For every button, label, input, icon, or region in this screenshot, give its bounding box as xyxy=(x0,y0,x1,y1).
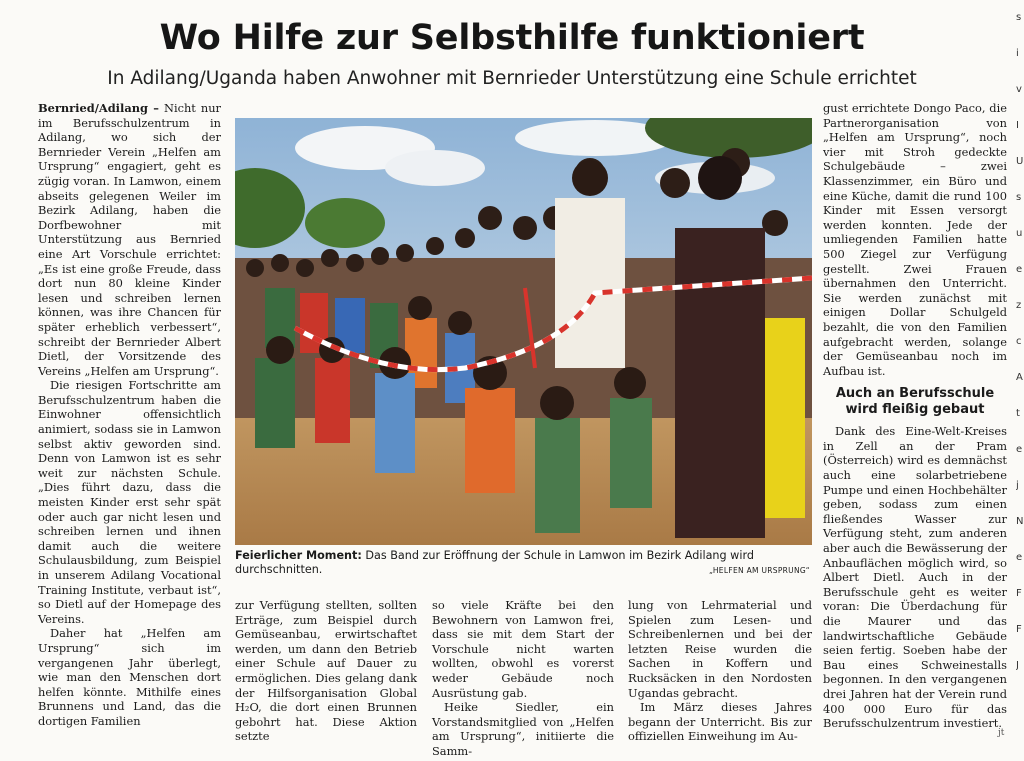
paragraph: Bernried/Adilang – Nicht nur im Berufsschulzentrum in Adilang, wo sich der Bernrieder Verein „Helfen am Ursprung“ engagiert, geht es zügig voran. In Lamwon, einem abseits gelegenen Weiler im Bezirk Adilang, haben die Dorfbewohner mit Unterstützung aus Bernried eine Art Vorschule errichtet: „Es ist eine große Freude, dass dort nun 80 kleine Kinder lesen und schreiben lernen können, was ihre Chancen für später erheblich verbessert“, schreibt der Bernrieder Albert Dietl, der Vorsitzende des Vereins „Helfen am Ursprung“. xyxy=(38,101,221,378)
paragraph: Daher hat „Helfen am Ursprung“ sich im vergangenen Jahr überlegt, wie man den Menschen dort helfen könnte. Mithilfe eines Brunnens und Land, das die dortigen Familien xyxy=(38,626,221,728)
dateline: Bernried/Adilang – xyxy=(38,101,159,115)
subheadline: In Adilang/Uganda haben Anwohner mit Bernrieder Unterstützung eine Schule errichtet xyxy=(107,68,917,89)
section-subtitle: Auch an Berufsschule wird fleißig gebaut xyxy=(835,386,995,418)
author-initials: jt xyxy=(998,728,1005,738)
paragraph: lung von Lehrmaterial und Spielen zum Lesen- und Schreibenlernen und bei der letzten Reise wurden die Sachen in Koffern und Rucksäcken in den Nordosten Ugandas gebracht. xyxy=(628,598,812,700)
article-column-4 xyxy=(628,598,812,744)
article-column-1 xyxy=(38,101,221,729)
paragraph: Im März dieses Jahres begann der Unterricht. Bis zur offiziellen Einweihung im Au- xyxy=(628,700,812,744)
caption-text: Das Band zur Eröffnung der Schule in Lamwon im Bezirk Adilang wird durchschnitten. xyxy=(235,549,754,576)
paragraph: so viele Kräfte bei den Bewohnern von Lamwon frei, dass sie mit dem Start der Vorschule nicht warten wollten, obwohl es vorerst weder Gebäude noch Ausrüstung gab. xyxy=(432,598,614,700)
article-column-2 xyxy=(235,598,417,744)
ribbon-cutting-photo xyxy=(235,118,812,545)
paragraph: Die riesigen Fortschritte am Berufsschulzentrum haben die Einwohner offensichtlich animiert, sodass sie in Lamwon selbst aktiv geworden sind. Denn von Lamwon ist es sehr weit zur nächsten Schule. „Dies führt dazu, dass die meisten Kinder erst sehr spät oder auch gar nicht lesen und schreiben lernen und ihnen damit auch die weitere Schulausbildung, zum Beispiel in unserem Adilang Vocational Training Institute, verbaut ist“, so Dietl auf der Homepage des Vereins. xyxy=(38,378,221,626)
paragraph: gust errichtete Dongo Paco, die Partnerorganisation von „Helfen am Ursprung“, noch vier mit Stroh gedeckte Schulgebäude – zwei Klassenzimmer, ein Büro und eine Küche, damit die rund 100 Kinder mit Essen versorgt werden konnten. Jede der umliegenden Familien hatte 500 Ziegel zur Verfügung gestellt. Zwei Frauen übernahmen den Unterricht. Sie werden zunächst mit einigen Dollar Schulgeld bezahlt, die von den Familien aufgebracht werden, solange der Gemüseanbau noch im Aufbau ist. xyxy=(823,101,1007,378)
paragraph: Dank des Eine-Welt-Kreises in Zell an der Pram (Österreich) wird es demnächst auch eine solarbetriebene Pumpe und einen Hochbehälter geben, sodass zum einen fließendes Wasser zur Verfügung steht, zum anderen aber auch die Bewässerung der Anbauflächen möglich wird, so Albert Dietl. Auch in der Berufsschule geht es weiter voran: Die Überdachung für die Maurer und das landwirtschaftliche Gebäude seien fertig. Soeben habe der Bau eines Schweinestalls begonnen. In den vergangenen drei Jahren hat der Verein rund 400 000 Euro für das Berufsschulzentrum investiert. xyxy=(823,424,1007,731)
photo-credit: „HELFEN AM URSPRUNG“ xyxy=(708,566,810,575)
article-photo xyxy=(235,118,812,545)
paragraph: zur Verfügung stellten, sollten Erträge, zum Beispiel durch Gemüseanbau, erwirtschaftet werden, um dann den Betrieb einer Schule auf Dauer zu ermöglichen. Dies gelang dank der Hilfsorganisation Global H₂O, die dort einen Brunnen gebohrt hat. Diese Aktion setzte xyxy=(235,598,417,744)
paragraph: Heike Siedler, ein Vorstandsmitglied von „Helfen am Ursprung“, initiierte die Samm- xyxy=(432,700,614,758)
headline: Wo Hilfe zur Selbsthilfe funktioniert xyxy=(159,18,865,58)
adjacent-article-edge: s i v I U s u e z c A t e j N e F F J xyxy=(1016,12,1024,671)
article-column-3 xyxy=(432,598,614,759)
caption-lead: Feierlicher Moment: xyxy=(235,549,362,562)
article-column-5 xyxy=(823,101,1007,731)
